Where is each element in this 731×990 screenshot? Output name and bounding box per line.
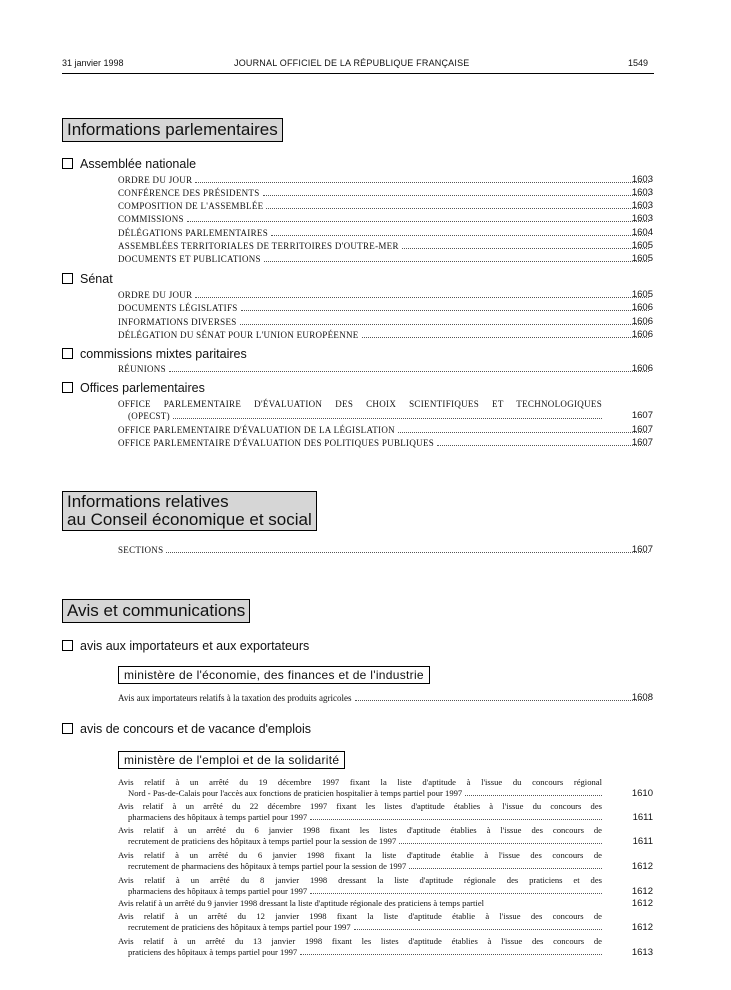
leader-dots bbox=[266, 208, 649, 209]
page-ref: 1612 bbox=[631, 886, 653, 897]
section-label: Offices parlementaires bbox=[80, 381, 205, 395]
ministere-emploi-box: ministère de l'emploi et de la solidarité bbox=[118, 751, 345, 769]
checkbox-square-icon bbox=[62, 640, 73, 651]
avis-line-2-text: praticiens des hôpitaux à temps partiel pour 1997 bbox=[128, 947, 298, 957]
leader-dots bbox=[362, 337, 649, 338]
banner-avis-communications: Avis et communications bbox=[62, 599, 250, 623]
avis-line-2-text: recrutement de praticiens des hôpitaux à temps partiel pour 1997 bbox=[128, 922, 351, 932]
avis-entry bbox=[118, 936, 602, 958]
toc-row bbox=[118, 329, 653, 341]
toc-label: INFORMATIONS DIVERSES bbox=[118, 317, 237, 327]
leader-dots bbox=[173, 418, 602, 419]
section-label: avis aux importateurs et aux exportateurs bbox=[80, 639, 310, 653]
leader-dots bbox=[402, 248, 649, 249]
toc-row bbox=[118, 289, 653, 301]
toc-label: DOCUMENTS LÉGISLATIFS bbox=[118, 303, 238, 313]
toc-row bbox=[118, 544, 653, 556]
avis-line-1: Avis relatif à un arrêté du 19 décembre 1997 fixant la liste d'aptitude à l'issue du concours régional bbox=[118, 777, 602, 787]
leader-dots bbox=[310, 893, 602, 894]
leader-dots bbox=[166, 552, 649, 553]
avis-line-2 bbox=[118, 836, 602, 847]
leader-dots bbox=[240, 324, 649, 325]
avis-line-1: Avis relatif à un arrêté du 6 janvier 1998 fixant la liste d'aptitude établie à l'issue des concours de bbox=[118, 850, 602, 860]
section-offices-parlementaires bbox=[62, 381, 205, 395]
header-page-number: 1549 bbox=[628, 58, 649, 68]
avis-entry bbox=[118, 911, 602, 933]
section-label: Assemblée nationale bbox=[80, 157, 197, 171]
avis-entry bbox=[118, 898, 602, 909]
section-avis-concours bbox=[62, 722, 311, 736]
leader-dots bbox=[195, 182, 649, 183]
page-ref: 1612 bbox=[631, 898, 653, 909]
toc-row bbox=[118, 240, 653, 252]
toc-row bbox=[118, 424, 653, 436]
leader-dots bbox=[241, 310, 649, 311]
ministere-economie-box: ministère de l'économie, des finances et de l'industrie bbox=[118, 666, 430, 684]
checkbox-square-icon bbox=[62, 348, 73, 359]
banner-conseil-economique-social bbox=[62, 491, 317, 531]
avis-line-2-text: Nord - Pas-de-Calais pour l'accès aux fonctions de praticien hospitalier à temps partiel pour 1997 bbox=[128, 788, 463, 798]
toc-row bbox=[118, 187, 653, 199]
leader-dots bbox=[409, 868, 602, 869]
office-opecst-entry bbox=[118, 398, 602, 422]
avis-line-1: Avis relatif à un arrêté du 6 janvier 1998 fixant les listes d'aptitude établies à l'issue des concours de bbox=[118, 825, 602, 835]
banner-informations-parlementaires: Informations parlementaires bbox=[62, 118, 283, 142]
toc-row bbox=[118, 437, 653, 449]
toc-label: COMPOSITION DE L'ASSEMBLÉE bbox=[118, 201, 264, 211]
toc-row bbox=[118, 200, 653, 212]
office-opecst-line1: OFFICE PARLEMENTAIRE D'ÉVALUATION DES CHOIX SCIENTIFIQUES ET TECHNOLOGIQUES bbox=[118, 399, 602, 409]
page-ref: 1607 bbox=[631, 410, 653, 421]
toc-label: DÉLÉGATIONS PARLEMENTAIRES bbox=[118, 228, 268, 238]
avis-line-1: Avis relatif à un arrêté du 8 janvier 1998 dressant la liste d'aptitude régionale des praticiens et des bbox=[118, 875, 602, 885]
avis-entry bbox=[118, 850, 602, 872]
avis-entry bbox=[118, 825, 602, 847]
section-avis-importateurs bbox=[62, 639, 309, 653]
office-opecst-line2: (OPECST) bbox=[128, 411, 170, 421]
avis-line-2 bbox=[118, 788, 602, 799]
leader-dots bbox=[465, 795, 602, 796]
page-ref: 1605 bbox=[631, 253, 653, 264]
avis-line-1: Avis relatif à un arrêté du 13 janvier 1998 fixant les listes d'aptitude établies à l'issue des concours de bbox=[118, 936, 602, 946]
leader-dots bbox=[263, 195, 649, 196]
page-ref: 1603 bbox=[631, 213, 653, 224]
toc-label: RÉUNIONS bbox=[118, 364, 166, 374]
section-senat bbox=[62, 272, 113, 286]
header-rule bbox=[62, 73, 654, 74]
toc-row bbox=[118, 213, 653, 225]
toc-label: OFFICE PARLEMENTAIRE D'ÉVALUATION DE LA LÉGISLATION bbox=[118, 425, 395, 435]
avis-line-1: Avis relatif à un arrêté du 9 janvier 1998 dressant la liste d'aptitude régionale des praticiens à temps partiel bbox=[118, 898, 485, 908]
page-ref: 1612 bbox=[631, 861, 653, 872]
page-ref: 1603 bbox=[631, 200, 653, 211]
toc-row bbox=[118, 316, 653, 328]
page-ref: 1603 bbox=[631, 174, 653, 185]
leader-dots bbox=[195, 297, 649, 298]
page-ref: 1612 bbox=[631, 922, 653, 933]
toc-row bbox=[118, 692, 653, 704]
page-ref: 1611 bbox=[632, 836, 653, 847]
page-ref: 1605 bbox=[631, 240, 653, 251]
checkbox-square-icon bbox=[62, 158, 73, 169]
avis-line-2-text: pharmaciens des hôpitaux à temps partiel pour 1997 bbox=[128, 812, 308, 822]
page-ref: 1606 bbox=[631, 316, 653, 327]
avis-line-2 bbox=[118, 886, 602, 897]
leader-dots bbox=[398, 432, 649, 433]
avis-entry bbox=[118, 801, 602, 823]
toc-label: CONFÉRENCE DES PRÉSIDENTS bbox=[118, 188, 260, 198]
avis-line-1: Avis relatif à un arrêté du 12 janvier 1998 fixant la liste d'aptitude établie à l'issue des concours de bbox=[118, 911, 602, 921]
page-ref: 1613 bbox=[631, 947, 653, 958]
toc-row bbox=[118, 363, 653, 375]
toc-label: ASSEMBLÉES TERRITORIALES DE TERRITOIRES D'OUTRE-MER bbox=[118, 241, 399, 251]
avis-entry bbox=[118, 777, 602, 799]
toc-row bbox=[118, 227, 653, 239]
toc-label: COMMISSIONS bbox=[118, 214, 184, 224]
checkbox-square-icon bbox=[62, 723, 73, 734]
toc-row bbox=[118, 174, 653, 186]
header-date: 31 janvier 1998 bbox=[62, 58, 124, 68]
leader-dots bbox=[264, 261, 649, 262]
page-ref: 1607 bbox=[631, 437, 653, 448]
avis-entry bbox=[118, 875, 602, 897]
leader-dots bbox=[355, 700, 649, 701]
avis-line-2-text: recrutement de praticiens des hôpitaux à temps partiel pour la session de 1997 bbox=[128, 836, 397, 846]
leader-dots bbox=[187, 221, 649, 222]
leader-dots bbox=[310, 819, 602, 820]
section-label: Sénat bbox=[80, 272, 113, 286]
toc-row bbox=[118, 253, 653, 265]
section-commissions-mixtes-paritaires bbox=[62, 347, 247, 361]
avis-line-2 bbox=[118, 861, 602, 872]
leader-dots bbox=[271, 235, 649, 236]
avis-line-2 bbox=[118, 947, 602, 958]
page-ref: 1607 bbox=[631, 544, 653, 555]
section-label: commissions mixtes paritaires bbox=[80, 347, 247, 361]
leader-dots bbox=[300, 954, 602, 955]
avis-line-2 bbox=[118, 922, 602, 933]
checkbox-square-icon bbox=[62, 382, 73, 393]
page-ref: 1606 bbox=[631, 329, 653, 340]
page-ref: 1611 bbox=[632, 812, 653, 823]
toc-label: ORDRE DU JOUR bbox=[118, 175, 193, 185]
toc-label: DOCUMENTS ET PUBLICATIONS bbox=[118, 254, 261, 264]
toc-label: ORDRE DU JOUR bbox=[118, 290, 193, 300]
page-ref: 1607 bbox=[631, 424, 653, 435]
page-ref: 1606 bbox=[631, 302, 653, 313]
leader-dots bbox=[354, 929, 602, 930]
page-ref: 1605 bbox=[631, 289, 653, 300]
toc-label: OFFICE PARLEMENTAIRE D'ÉVALUATION DES POLITIQUES PUBLIQUES bbox=[118, 438, 435, 448]
avis-line-2-text: pharmaciens des hôpitaux à temps partiel pour 1997 bbox=[128, 886, 308, 896]
toc-label: SECTIONS bbox=[118, 545, 164, 555]
avis-line-2 bbox=[118, 812, 602, 823]
avis-line-2-text: recrutement de pharmaciens des hôpitaux à temps partiel pour la session de 1997 bbox=[128, 861, 407, 871]
banner-line-2: au Conseil économique et social bbox=[67, 510, 312, 529]
toc-label: Avis aux importateurs relatifs à la taxation des produits agricoles bbox=[118, 693, 352, 703]
checkbox-square-icon bbox=[62, 273, 73, 284]
avis-line-1: Avis relatif à un arrêté du 22 décembre 1997 fixant les listes d'aptitude établies à l'issue du concours des bbox=[118, 801, 602, 811]
toc-label: DÉLÉGATION DU SÉNAT POUR L'UNION EUROPÉENNE bbox=[118, 330, 359, 340]
page-ref: 1604 bbox=[631, 227, 653, 238]
toc-row bbox=[118, 302, 653, 314]
page-ref: 1606 bbox=[631, 363, 653, 374]
page-ref: 1608 bbox=[631, 692, 653, 703]
leader-dots bbox=[169, 371, 649, 372]
page-ref: 1603 bbox=[631, 187, 653, 198]
page-ref: 1610 bbox=[631, 788, 653, 799]
section-assemblee-nationale bbox=[62, 157, 196, 171]
leader-dots bbox=[399, 843, 602, 844]
banner-line-1: Informations relatives bbox=[67, 492, 229, 511]
header-title: JOURNAL OFFICIEL DE LA RÉPUBLIQUE FRANÇAISE bbox=[234, 58, 470, 68]
section-label: avis de concours et de vacance d'emplois bbox=[80, 722, 311, 736]
